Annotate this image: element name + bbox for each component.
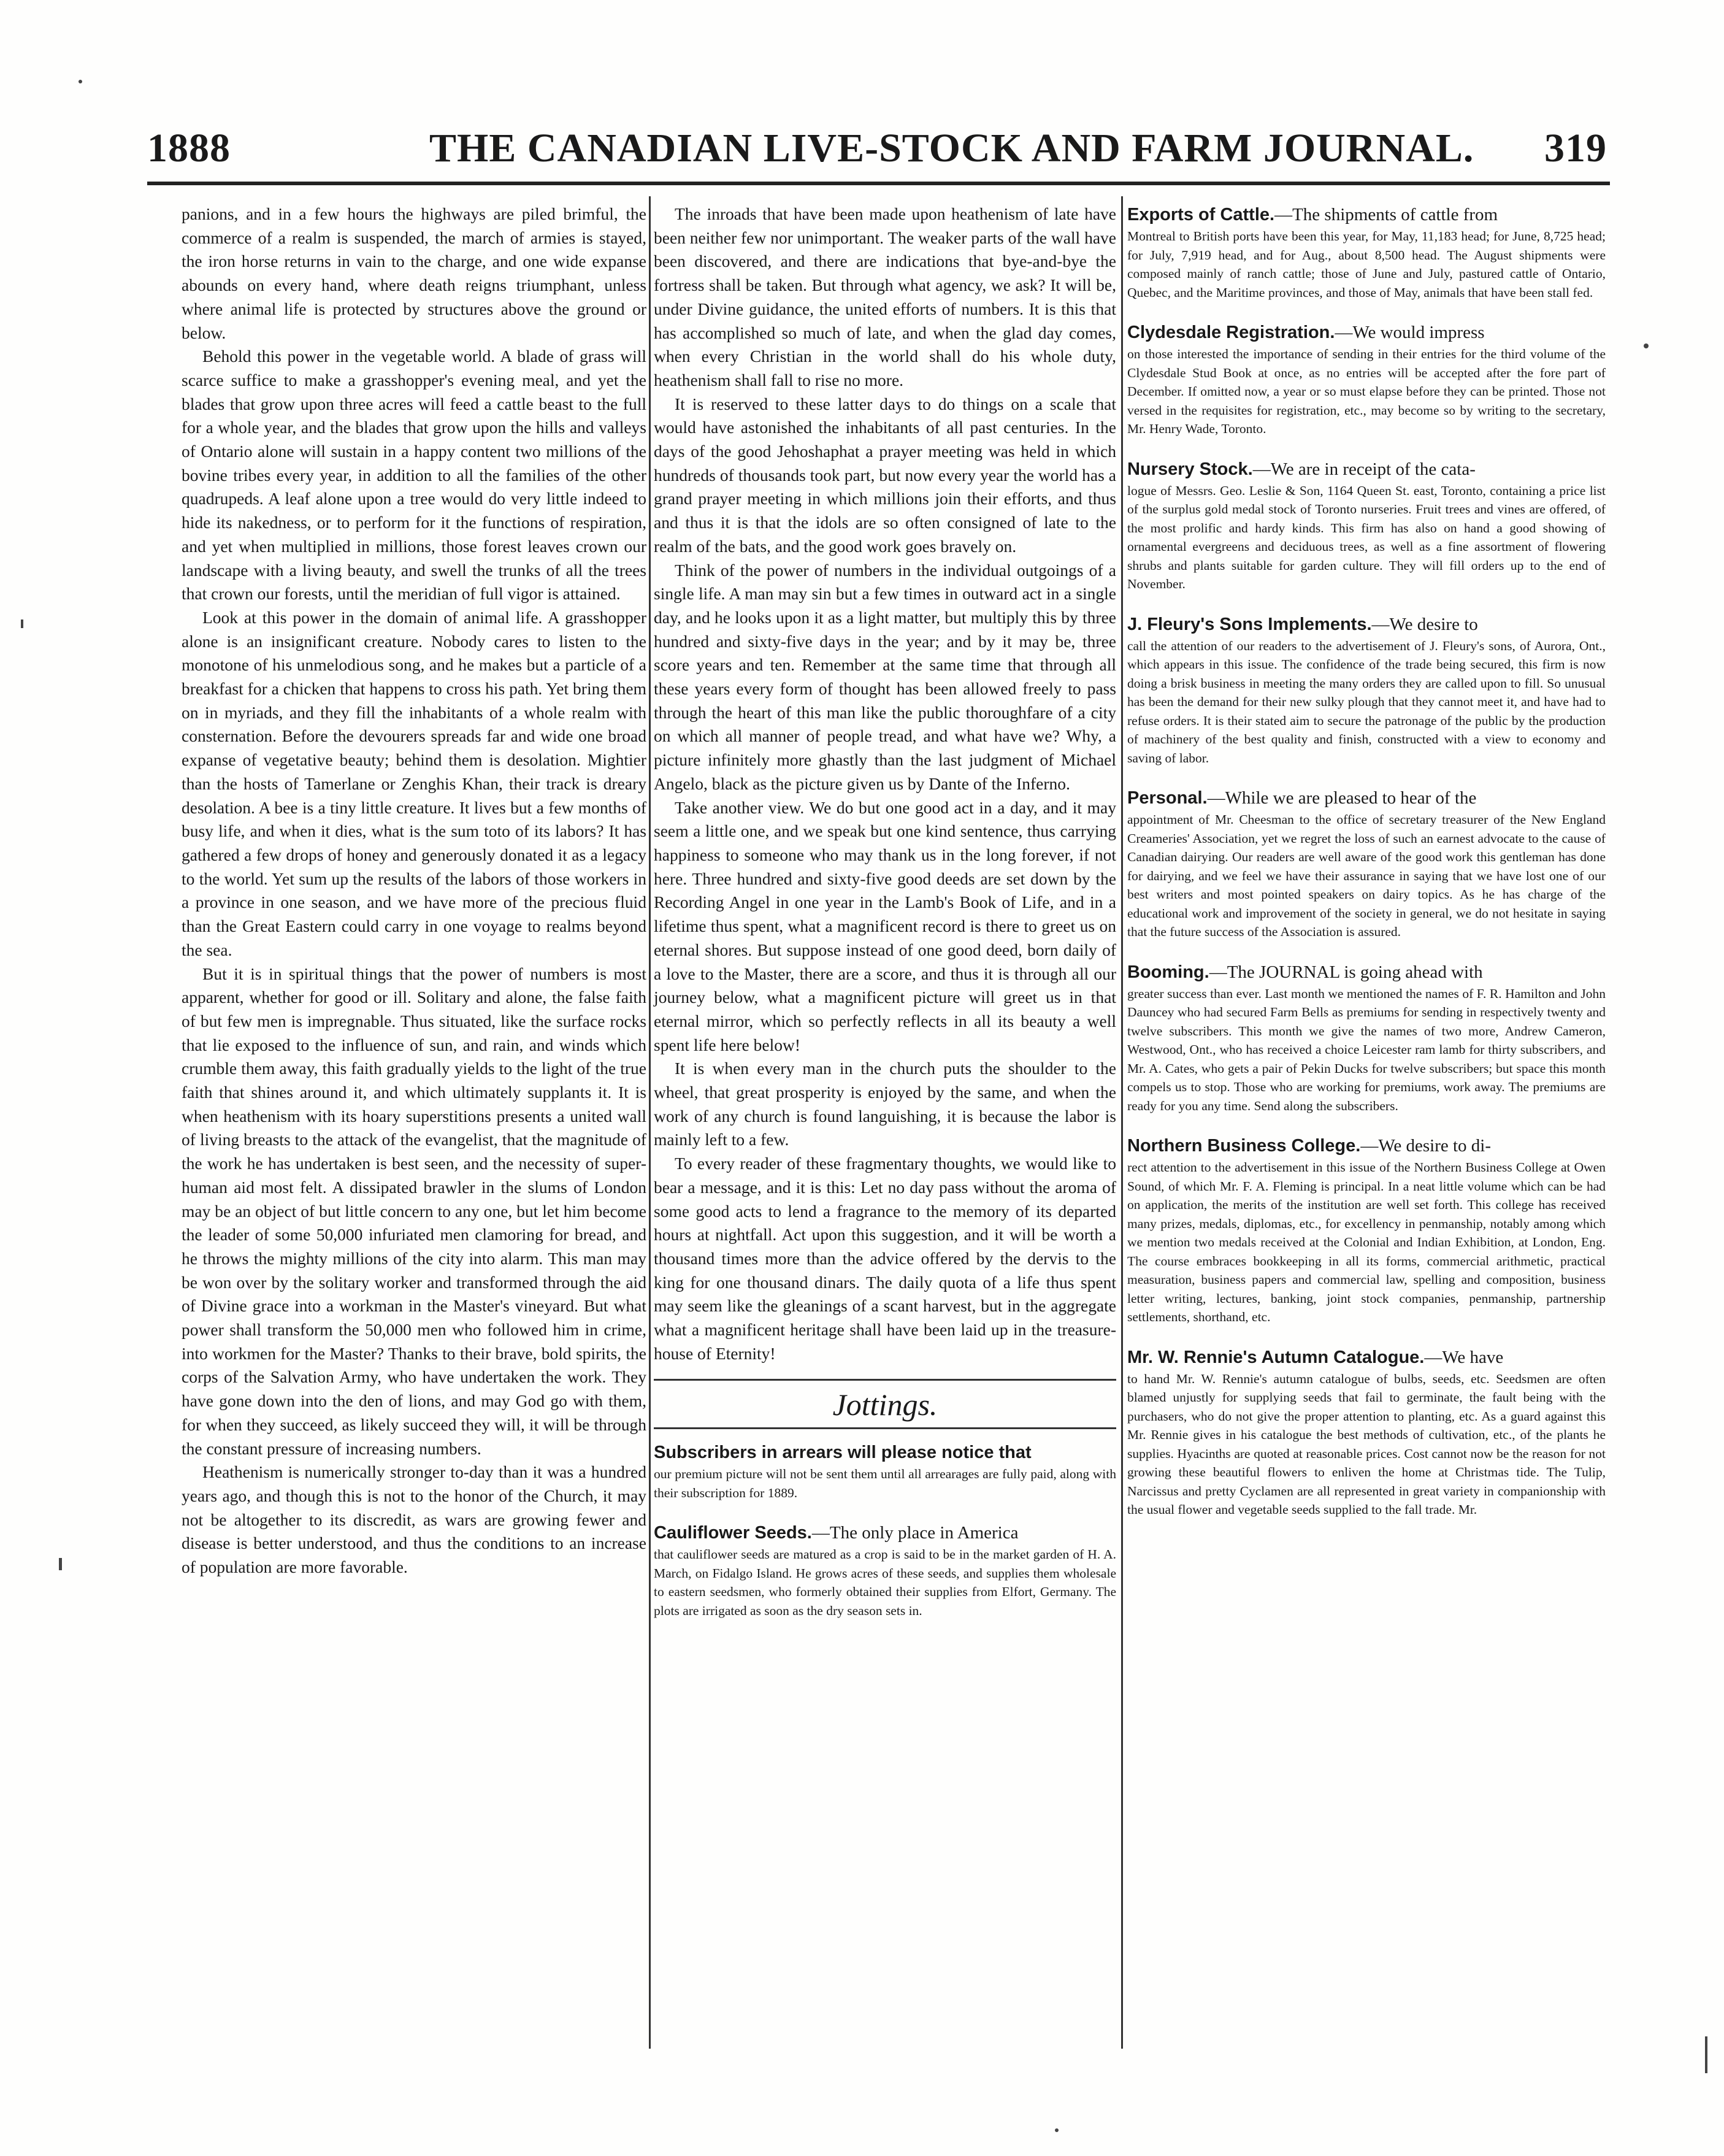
jotting-body: that cauliflower seeds are matured as a crop is said to be in the market garden of H. A. March, on Fidalgo Island. He grows acres of these seeds, and supplies them wholesale to eastern seedsmen, who formerly obtained their supplies from Elfort, Germany. The plots are irrigated as soon as the dry season sets in. [654,1547,1116,1618]
note-nursery-stock [1127,457,1606,594]
note-body: to hand Mr. W. Rennie's autumn catalogue of bulbs, seeds, etc. Seedsmen are often blamed unjustly for supplying seeds that fail to germinate, the fault being with the purchasers, who do not give the proper attention to planting, etc. As a guard against this Mr. Rennie gives in his catalogue the best methods of cultivation, etc., of the plants he supplies. Hyacinths are quoted at reasonable prices. Cost cannot now be the reason for not growing these beautiful flowers to enliven the home at Christmas tide. The Tulip, Narcissus and pretty Cyclamen are all represented in great variety in companionship with the usual flower and vegetable seeds supplied to the fall trade. Mr. [1127,1371,1606,1517]
jottings-rule-bottom [654,1427,1116,1429]
note-lead: —We desire to [1371,614,1478,634]
note-clydesdale-registration [1127,320,1606,439]
masthead [147,120,1607,177]
note-personal [1127,786,1606,942]
note-lead: —We would impress [1335,323,1485,342]
note-booming [1127,960,1606,1116]
column-3 [1127,202,1606,1538]
article-paragraph: Look at this power in the domain of animal life. A grasshopper alone is an insignificant creature. Nobody cares to listen to the monotone of his unmelodious song, and he makes but a particle of a breakfast for a chicken that happens to cross his path. Yet bring them on in myriads, and they fill the inhabitants of a whole realm with consternation. Before the devourers spreads far and wide one broad expanse of vegetative beauty; behind them is desolation. Mightier than the hosts of Tamerlane or Zenghis Khan, their track is dreary desolation. A bee is a tiny little creature. It lives but a few months of busy life, and when it dies, what is the sum toto of its labors? It has gathered a few drops of honey and generously donated it as a legacy to the world. Yet sum up the results of the labors of those workers in a province in one season, and we have more of the precious fluid than the Great Eastern could carry in one voyage to realms beyond the sea. [182,607,646,959]
note-body: logue of Messrs. Geo. Leslie & Son, 1164 Queen St. east, Toronto, containing a price list of the surplus gold medal stock of Toronto nurseries. Fruit trees and vines are offered, of the most prolific and hardy kinds. This firm has also on hand a good showing of ornamental evergreens and deciduous trees, as well as a fine assortment of flowering shrubs and plants suitable for garden culture. They will fill orders up to the end of November. [1127,483,1606,591]
column-divider-1 [649,196,651,2049]
article-paragraph: Think of the power of numbers in the individual outgoings of a single life. A man may sin but a few times in outward act in a single day, and he looks upon it as a light matter, but multiply this by three hundred and sixty-five days in the year; and by it may be, three score years and ten. Remember at the same time that through all these years every form of thought has been allowed freely to pass through the heart of this man like the public thoroughfare of a city on which all manner of people tread, and what have we? Why, a picture infinitely more ghastly than the last judgment of Michael Angelo, black as the picture given us by Dante of the Inferno. [654,560,1116,793]
note-heading: Northern Business College. [1127,1136,1361,1156]
note-fleury-implements [1127,612,1606,768]
note-lead: —We have [1424,1347,1504,1367]
article-paragraph: It is reserved to these latter days to do things on a scale that would have astonished the inhabitants of all past centuries. In the days of the good Jehoshaphat a prayer meeting was held in which hundreds of thousands took part, but now every year the world has a grand prayer meeting in which millions join their efforts, and thus and thus it is that the idols are so often consigned of late to the realm of the bats, and the good work goes bravely on. [654,394,1116,556]
article-paragraph: Heathenism is numerically stronger to-day than it was a hundred years ago, and though this is not to the honor of the Church, it may not be altogether to its discredit, as wars are growing fewer and disease is better understood, and thus the conditions to an increase of population are more favorable. [182,1462,646,1577]
note-body: greater success than ever. Last month we mentioned the names of F. R. Hamilton and John Dauncey who had secured Farm Bells as premiums for sending in respectively twenty and twelve subscribers. This month we give the names of two more, Andrew Cameron, Westwood, Ont., who has received a choice Leicester ram lamb for thirty subscribers, and Mr. A. Cates, who gets a pair of Pekin Ducks for twelve subscribers; but space this month compels us to stop. Those who are working for premiums, work away. The premiums are ready for you any time. Send along the subscribers. [1127,986,1606,1113]
note-rennie-catalogue [1127,1345,1606,1519]
note-body: appointment of Mr. Cheesman to the office of secretary treasurer of the New England Creameries' Association, yet we regret the loss of such an earnest advocate to the cause of Canadian dairying. Our readers are well aware of the good work this gentleman has done for dairying, and we feel we have their assurance in saying that we have lost one of our best writers and most pointed speakers on dairy topics. As he has charge of the educational work and improvement of the society in general, we do not hesitate in saying that the future success of the Association is assured. [1127,812,1606,939]
note-heading: Booming. [1127,962,1209,982]
jotting-lead: —The only place in America [811,1523,1019,1543]
masthead-year: 1888 [147,126,231,171]
article-paragraph: But it is in spiritual things that the power of numbers is most apparent, whether for good or ill. Solitary and alone, the false faith of but few men is impregnable. Thus situated, like the surface rocks that lie exposed to the influence of sun, and rain, and winds which crumble them away, this faith gradually yields to the light of the true faith that shines around it, and which ultimately supplants it. It is when heathenism with its hoary superstitions presents a united wall of living breasts to the attack of the evangelist, that the magnitude of the work he has undertaken is best seen, and the necessity of super-human aid most felt. A dissipated brawler in the slums of London may be an object of but little concern to any one, but let him become the leader of some 50,000 infuriated men clamoring for bread, and he throws the mighty millions of the city into alarm. This man may be won over by the solitary worker and transformed through the aid of Divine grace into a workman in the Master's vineyard. But what power shall transform the 50,000 men who followed him in crime, into workmen for the Master? Thanks to their brave, bold spirits, the corps of the Salvation Army, who have undertaken the work. They have gone down into the den of lions, and may God go with them, for when they succeed, as likely succeed they will, it will be through the constant pressure of increasing numbers. [182,964,646,1458]
column-1 [182,202,646,1579]
column-2 [654,202,1116,1638]
note-heading: J. Fleury's Sons Implements. [1127,614,1372,634]
jotting-cauliflower-seeds [654,1521,1116,1620]
article-paragraph: The inroads that have been made upon heathenism of late have been neither few nor unimportant. The weaker parts of the wall have been discovered, and there are indications that bye-and-bye the fortress shall be taken. But through what agency, we ask? It will be, under Divine guidance, the united efforts of numbers. It is this that has accomplished so much of late, and when the glad day comes, when every Christian in the world shall do his whole duty, heathenism shall fall to rise no more. [654,204,1116,389]
note-lead: —We desire to di- [1360,1136,1491,1156]
note-body: Montreal to British ports have been this year, for May, 11,183 head; for June, 8,725 head; for July, 7,919 head, and for Aug., about 8,500 head. The August shipments were composed mainly of ranch cattle; those of June and July, pastured cattle of Ontario, Quebec, and the Maritime provinces, and those of May, animals that have been stall fed. [1127,229,1606,300]
note-exports-of-cattle [1127,202,1606,302]
jotting-heading: Subscribers in arrears will please notice that [654,1443,1032,1463]
article-paragraph: Take another view. We do but one good act in a day, and it may seem a little one, and we speak but one kind sentence, thus carrying happiness to someone who may thank us in the long forever, if not here. Three hundred and sixty-five good deeds are set down by the Recording Angel in one year in the Lamb's Book of Life, and in a lifetime thus spent, what a magnificent record is there to greet us on eternal shores. But suppose instead of one good deed, born daily of a love to the Master, there are a score, and thus it is through all our journey below, what a magnificent picture will greet us in that eternal mirror, which so perfectly reflects in all its beauty a well spent life here below! [654,797,1116,1054]
article-paragraph: To every reader of these fragmentary thoughts, we would like to bear a message, and it is this: Let no day pass without the aroma of some good acts to lend a fragrance to the memory of its departed hours at nightfall. Act upon this suggestion, and it will be worth a thousand times more than the advice offered by the dervis to the king for one thousand dinars. The daily quota of a life thus spent may seem like the gleanings of a scant harvest, but in the aggregate what a magnificent heritage shall have been laid up in the treasure-house of Eternity! [654,1154,1116,1363]
note-heading: Mr. W. Rennie's Autumn Catalogue. [1127,1347,1425,1367]
note-northern-business-college [1127,1134,1606,1327]
scan-speck [1055,2128,1059,2132]
scan-speck [1705,2036,1707,2073]
jottings-rule-top [654,1379,1116,1381]
note-body: rect attention to the advertisement in this issue of the Northern Business College at Owen Sound, of which Mr. F. A. Fleming is principal. In a neat little volume which can be had on application, the merits of the institution are well set forth. This college has received many prizes, medals, diplomas, etc., for excellency in penmanship, notably among which we mention two medals received at the Colonial and Indian Exhibition, at London, Eng. The course embraces bookkeeping in all its forms, commercial arithmetic, practical measuration, business papers and commercial law, spelling and composition, business letter writing, lectures, banking, joint stock companies, penmanship, partnership settlements, shorthand, etc. [1127,1160,1606,1324]
note-lead: —While we are pleased to hear of the [1207,788,1477,808]
scan-speck [59,1558,62,1570]
scan-speck [79,80,82,83]
note-heading: Exports of Cattle. [1127,205,1275,224]
jotting-subscribers [654,1440,1116,1502]
column-divider-2 [1121,196,1123,2049]
note-body: call the attention of our readers to the advertisement of J. Fleury's sons, of Aurora, Ont., which appears in this issue. The confidence of the trade being secured, this firm is now doing a brisk business in meeting the many orders they are called upon to fill. So unusual has been the demand for their new sulky plough that they cannot meet it, and have had to refuse orders. It is their stated aim to secure the patronage of the public by the production of machinery of the best quality and finish, constructed with a view to economy and saving of labor. [1127,638,1606,765]
article-paragraph: panions, and in a few hours the highways are piled brimful, the commerce of a realm is suspended, the march of armies is stayed, the iron horse returns in vain to the charge, and one wide expanse abounds on every hand, where death reigns triumphant, unless where animal life is protected by structures above the ground or below. [182,204,646,342]
jottings-title: Jottings. [832,1387,938,1422]
note-heading: Clydesdale Registration. [1127,323,1335,342]
note-heading: Nursery Stock. [1127,459,1253,479]
article-paragraph: Behold this power in the vegetable world. A blade of grass will scarce suffice to make a grasshopper's evening meal, and yet the blades that grow upon three acres will feed a cattle beast to the full for a whole year, and the blades that grow upon the hills and valleys of Ontario alone will sustain in a happy content two millions of the bovine tribes every year, in addition to all the families of the other quadrupeds. A leaf alone upon a tree would do very little indeed to hide its nakedness, or to perform for it the functions of respiration, and yet when multiplied in millions, those forest leaves crown our landscape with a living beauty, and swell the trunks of all the trees that crown our forests, until the meridian of full vigor is attained. [182,347,646,604]
jotting-body: our premium picture will not be sent them until all arrearages are fully paid, along with their subscription for 1889. [654,1467,1116,1500]
header-rule [147,182,1610,185]
scan-speck [21,620,23,628]
note-lead: —The shipments of cattle from [1274,205,1498,224]
page-number: 319 [1544,126,1607,171]
masthead-title: THE CANADIAN LIVE-STOCK AND FARM JOURNAL. [429,126,1474,171]
note-heading: Personal. [1127,788,1208,808]
scan-speck [1644,343,1649,348]
note-body: on those interested the importance of sending in their entries for the third volume of the Clydesdale Stud Book at once, as no entries will be accepted after the fore part of December. If omitted now, a year or so must elapse before they can be printed. Those not versed in the requisites for registration, etc., may become so by writing to the secretary, Mr. Henry Wade, Toronto. [1127,347,1606,436]
note-lead: —We are in receipt of the cata- [1252,459,1476,479]
jotting-heading: Cauliflower Seeds. [654,1523,812,1543]
note-lead: —The JOURNAL is going ahead with [1209,962,1483,982]
article-paragraph: It is when every man in the church puts the shoulder to the wheel, that great prosperity is enjoyed by the same, and when the work of any church is found languishing, it is because the labor is mainly left to a few. [654,1059,1116,1149]
